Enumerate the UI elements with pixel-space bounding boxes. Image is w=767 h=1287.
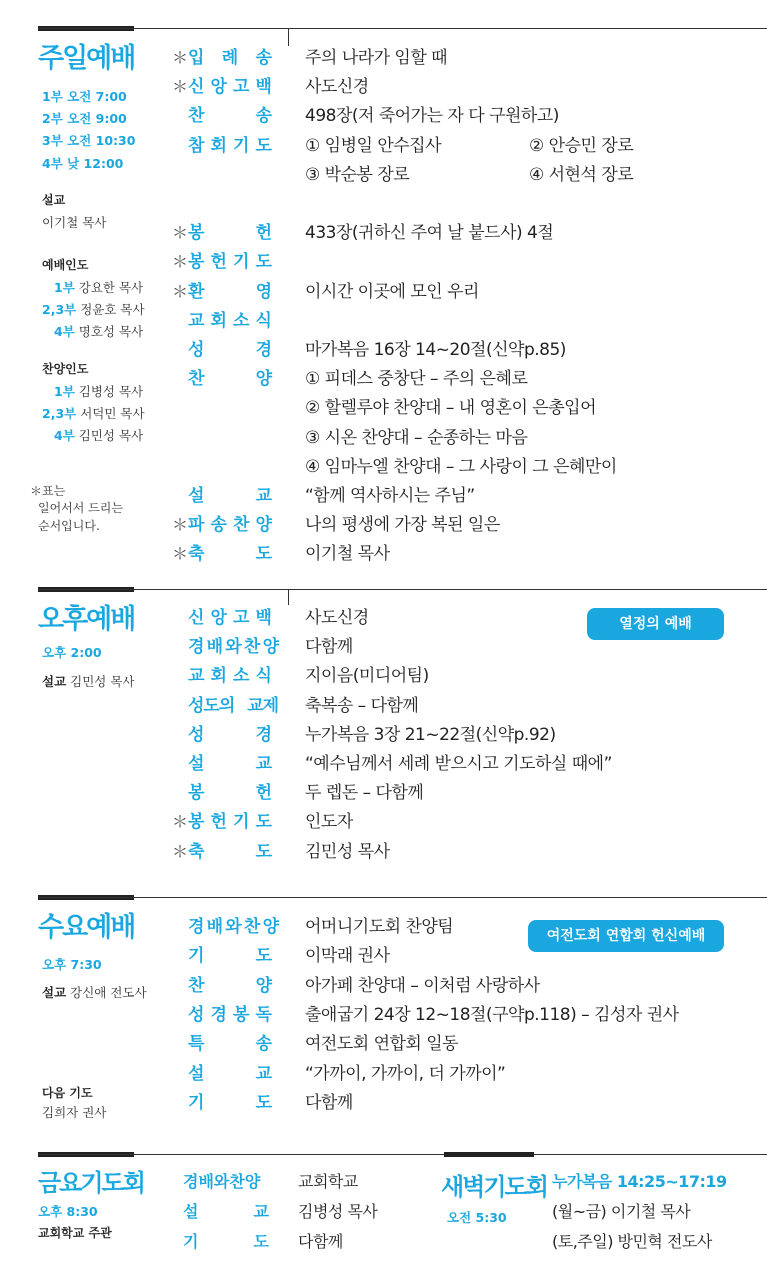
order-label: 설 교: [188, 754, 272, 774]
praise-row: 4부 김민성 목사: [54, 428, 144, 443]
order-content: 이막래 권사: [305, 946, 390, 967]
order-content: 출애굽기 24장 12~18절(구약p.118) – 김성자 권사: [305, 1004, 679, 1025]
order-label: 참 회 기 도: [188, 135, 272, 156]
order-label: 성도의 교제: [188, 695, 278, 716]
order-item-label: [172, 974, 300, 998]
afternoon-badge: 열정의 예배: [587, 608, 724, 640]
wednesday-time: 오후 7:30: [42, 957, 102, 972]
order-content: 다함께: [305, 637, 353, 658]
order-content: 축복송 – 다함께: [305, 695, 419, 716]
order-item-label: [172, 810, 300, 834]
note-line: 일어서서 드리는: [38, 501, 123, 515]
order-item-label: [172, 1032, 300, 1056]
prayer-extra: ④ 서현석 장로: [529, 165, 634, 185]
praise-row: 1부 김병성 목사: [54, 384, 144, 399]
dawn-weekend: (토,주일) 방민혁 전도사: [552, 1232, 712, 1251]
order-item-label: [172, 723, 300, 747]
order-content: 누가복음 3장 21~22절(신약p.92): [305, 724, 556, 745]
dawn-time: 오전 5:30: [447, 1210, 507, 1225]
order-item-label: [172, 915, 300, 939]
order-item-label: [172, 781, 300, 805]
friday-item-label: 설 교: [183, 1202, 269, 1221]
order-content: ① 피데스 중창단 – 주의 은혜로: [305, 369, 528, 390]
stand-marker: ＊: [172, 544, 189, 564]
order-item-label: [172, 338, 300, 362]
order-content: 지이음(미디어팀): [305, 666, 429, 687]
leader-row: 4부 명호성 목사: [54, 324, 144, 339]
order-item-label: [172, 221, 300, 245]
order-item-label: [172, 134, 300, 158]
order-content: 주의 나라가 임할 때: [305, 48, 448, 68]
order-content: 나의 평생에 가장 복된 일은: [305, 515, 500, 536]
order-label: 봉 헌: [188, 223, 272, 244]
friday-item-label: 경배와찬양: [183, 1172, 261, 1191]
order-item-label: [172, 664, 300, 688]
order-label: 신 앙 고 백: [188, 77, 272, 98]
stand-marker: ＊: [172, 48, 189, 67]
order-content: 사도신경: [305, 608, 369, 628]
order-item-label: [172, 309, 300, 333]
friday-item-content: 교회학교: [298, 1172, 358, 1191]
order-content: 다함께: [305, 1092, 353, 1113]
order-label: 축 도: [188, 841, 272, 862]
order-content: 433장(귀하신 주여 날 붙드사) 4절: [305, 223, 554, 244]
friday-host: 교회학교 주관: [38, 1226, 112, 1240]
section-tick: [288, 28, 289, 46]
order-label: 교 회 소 식: [188, 310, 272, 331]
order-label: 입 례 송: [188, 48, 272, 68]
order-item-label: [172, 250, 300, 274]
sunday-title: 주일예배: [38, 43, 135, 74]
leader-row: 2,3부 정윤호 목사: [42, 302, 145, 317]
order-label: 특 송: [188, 1034, 272, 1055]
praise-row: 2,3부 서덕민 목사: [42, 406, 145, 421]
dawn-title: 새벽기도회: [441, 1173, 547, 1201]
stand-marker: ＊: [172, 252, 189, 272]
order-content: 두 렙돈 – 다함께: [305, 783, 424, 804]
order-content: 사도신경: [305, 77, 369, 98]
next-prayer-name: 김희자 권사: [42, 1105, 107, 1120]
service-time-1: 1부 오전 7:00: [42, 89, 127, 104]
service-time-4: 4부 낮 12:00: [42, 156, 124, 171]
order-label: 찬 양: [188, 369, 272, 390]
order-label: 봉 헌 기 도: [188, 252, 272, 273]
order-label: 찬 양: [188, 975, 272, 996]
section-rule: [444, 1152, 534, 1157]
sermon-name: 이기철 목사: [42, 215, 107, 230]
order-content: 이시간 이곳에 모인 우리: [305, 281, 479, 302]
order-content: ① 임병일 안수집사: [305, 135, 442, 156]
friday-item-label: 기 도: [183, 1232, 269, 1251]
sermon-label: 설교: [42, 193, 66, 207]
dawn-scripture: 누가복음 14:25~17:19: [552, 1172, 727, 1191]
order-label: 파 송 찬 양: [188, 515, 272, 536]
wednesday-sermon: 설교 강신애 전도사: [42, 985, 147, 1000]
order-label: 설 교: [188, 1063, 272, 1084]
leader-label: 예배인도: [42, 258, 89, 272]
order-item-label: [172, 163, 300, 187]
order-content: 마가복음 16장 14~20절(신약p.85): [305, 340, 566, 360]
order-item-label: [172, 104, 300, 128]
order-label: 성 경: [188, 724, 272, 745]
order-content: “가까이, 가까이, 더 가까이”: [305, 1063, 506, 1084]
section-line: [38, 897, 767, 898]
section-line: [38, 28, 767, 29]
afternoon-sermon: 설교 김민성 목사: [42, 674, 135, 689]
order-content: 인도자: [305, 812, 353, 833]
order-label: 성 경: [188, 340, 272, 360]
order-item-label: [172, 396, 300, 420]
stand-marker: ＊: [172, 515, 189, 535]
note-line: 순서입니다.: [38, 519, 100, 533]
order-content: 이기철 목사: [305, 544, 390, 565]
service-time-2: 2부 오전 9:00: [42, 111, 127, 126]
order-content: 아가페 찬양대 – 이처럼 사랑하사: [305, 975, 540, 996]
order-label: 환 영: [188, 281, 272, 302]
order-label: 축 도: [188, 544, 272, 565]
order-item-label: [172, 752, 300, 776]
order-label: 경 배 와 찬 양: [188, 637, 278, 658]
order-content: 여전도회 연합회 일동: [305, 1034, 459, 1055]
order-content: ③ 시온 찬양대 – 순종하는 마음: [305, 427, 528, 448]
afternoon-title: 오후예배: [38, 604, 135, 635]
order-content: ② 할렐루야 찬양대 – 내 영혼이 은총입어: [305, 398, 596, 419]
order-item-label: [172, 75, 300, 99]
stand-marker: ＊: [172, 77, 189, 97]
order-item-label: [172, 1003, 300, 1027]
service-time-3: 3부 오전 10:30: [42, 133, 136, 148]
order-label: 신 앙 고 백: [188, 608, 272, 628]
dawn-weekday: (월~금) 이기철 목사: [552, 1202, 691, 1221]
order-content: 어머니기도회 찬양팀: [305, 917, 454, 937]
wednesday-title: 수요예배: [38, 912, 135, 943]
order-label: 봉 헌 기 도: [188, 812, 272, 833]
order-content: “예수님께서 세례 받으시고 기도하실 때에”: [305, 754, 612, 774]
order-item-label: [172, 426, 300, 450]
next-prayer-label: 다음 기도: [42, 1086, 93, 1100]
order-label: 성 경 봉 독: [188, 1004, 272, 1025]
order-content: ③ 박순봉 장로: [305, 164, 410, 185]
order-label: 설 교: [188, 486, 272, 506]
order-label: 기 도: [188, 946, 272, 967]
order-item-label: [172, 367, 300, 391]
order-item-label: [172, 280, 300, 304]
friday-item-content: 다함께: [298, 1232, 343, 1251]
order-content: “함께 역사하시는 주님”: [305, 486, 475, 506]
friday-time: 오후 8:30: [38, 1204, 98, 1219]
order-item-label: [172, 484, 300, 508]
order-item-label: [172, 192, 300, 216]
order-item-label: [172, 840, 300, 864]
friday-title: 금요기도회: [38, 1169, 144, 1197]
stand-marker: ＊: [172, 812, 189, 832]
order-item-label: [172, 46, 300, 70]
order-item-label: [172, 1091, 300, 1115]
order-content: 498장(저 죽어가는 자 다 구원하고): [305, 106, 559, 127]
section-tick: [288, 589, 289, 605]
wednesday-badge: 여전도회 연합회 헌신예배: [528, 920, 724, 952]
order-item-label: [172, 455, 300, 479]
order-item-label: [172, 944, 300, 968]
order-content: ④ 임마누엘 찬양대 – 그 사랑이 그 은혜만이: [305, 456, 617, 477]
order-item-label: [172, 542, 300, 566]
order-label: 경 배 와 찬 양: [188, 917, 278, 937]
stand-marker: ＊: [172, 281, 189, 301]
section-line: [38, 589, 767, 590]
order-label: 교 회 소 식: [188, 666, 272, 687]
prayer-extra: ② 안승민 장로: [529, 136, 634, 156]
friday-item-content: 김병성 목사: [298, 1202, 378, 1221]
order-item-label: [172, 606, 300, 630]
order-label: 기 도: [188, 1092, 272, 1113]
section-line: [38, 1154, 767, 1155]
order-item-label: [172, 635, 300, 659]
order-item-label: [172, 1062, 300, 1086]
afternoon-time: 오후 2:00: [42, 645, 102, 660]
praise-label: 찬양인도: [42, 362, 89, 376]
order-item-label: [172, 694, 300, 718]
order-content: 김민성 목사: [305, 841, 390, 862]
stand-marker: ＊: [172, 223, 189, 243]
leader-row: 1부 강요한 목사: [54, 280, 144, 295]
order-label: 찬 송: [188, 106, 272, 127]
stand-marker: ＊: [172, 841, 189, 861]
order-label: 봉 헌: [188, 783, 272, 804]
note-line: ＊표는: [30, 484, 66, 498]
order-item-label: [172, 513, 300, 537]
